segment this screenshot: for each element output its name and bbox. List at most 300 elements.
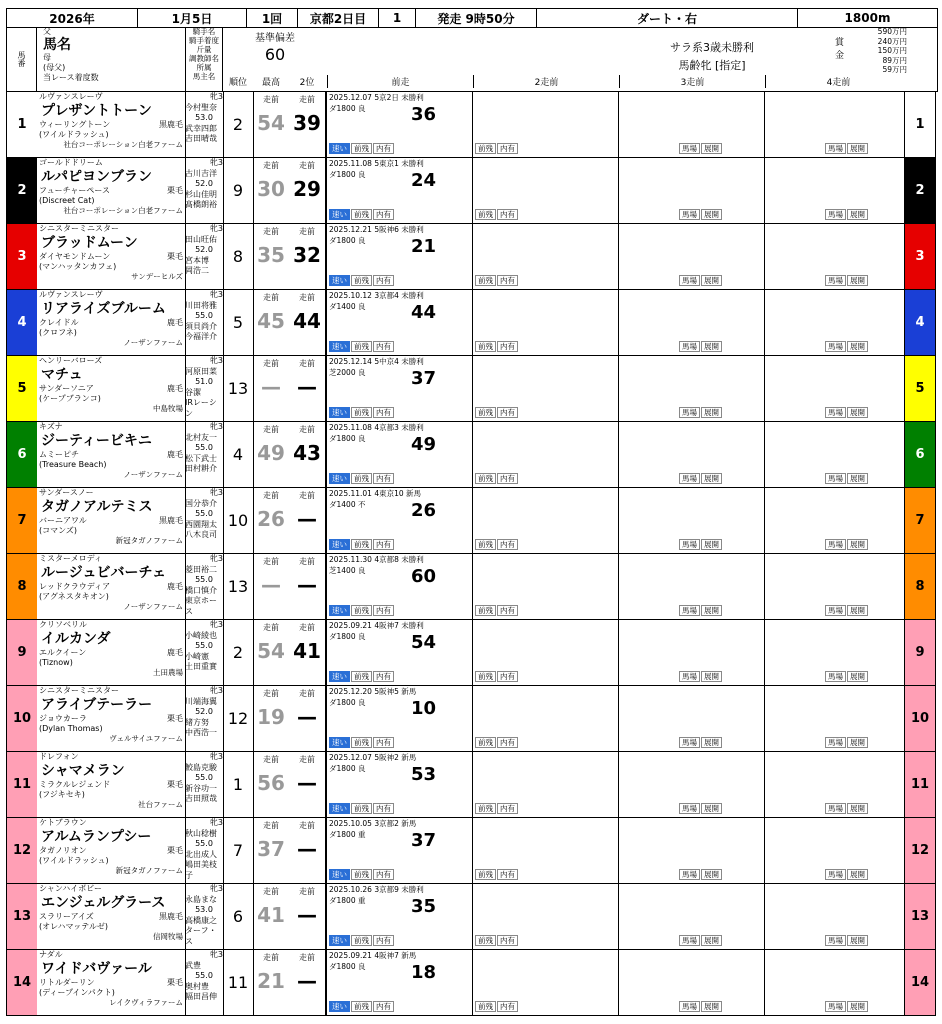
best-cell <box>253 290 289 355</box>
date: 1月5日 <box>138 9 247 27</box>
prev-race-3[interactable] <box>618 356 765 421</box>
sire-name: ルヴァンスレーヴ <box>39 92 103 101</box>
breeder-name: 社台コーポレーション白老ファーム <box>63 140 183 149</box>
best-label: 走前 <box>263 755 279 764</box>
tag-front: 前残 <box>475 605 496 616</box>
jockey-name[interactable]: 国分恭介 <box>185 498 217 508</box>
prev-race-2[interactable] <box>472 818 619 883</box>
prev-race-2[interactable] <box>472 488 619 553</box>
prev-race-3[interactable] <box>618 290 765 355</box>
second-cell <box>289 488 326 553</box>
tag-front: 前残 <box>351 539 372 550</box>
jockey-name[interactable]: 北村友一 <box>185 432 217 442</box>
prev-race-1[interactable] <box>326 818 473 883</box>
jockey-block <box>185 818 224 883</box>
tag-front: 前残 <box>475 209 496 220</box>
breeder-name: 土田農場 <box>153 668 183 677</box>
prev-distance: 芝2000 良 <box>329 368 366 377</box>
prev-race-4[interactable] <box>764 92 907 157</box>
sex-age: 牝3 <box>209 818 223 827</box>
prev-date: 2025.10.12 <box>329 291 372 300</box>
jockey-block <box>185 686 224 751</box>
horse-number: 3 <box>17 249 27 264</box>
best-cell <box>253 92 289 157</box>
prev-race-1[interactable] <box>326 92 473 157</box>
prev-date: 2025.10.26 <box>329 885 372 894</box>
tag-inner: 内有 <box>497 473 518 484</box>
prev-race-name: 3京都4 未勝利 <box>374 291 424 300</box>
second-label: 走前 <box>299 491 315 500</box>
tag-inner: 内有 <box>497 143 518 154</box>
damsire-name: (フジキセキ) <box>39 790 85 799</box>
horse-info <box>37 554 186 619</box>
prev-race-1[interactable] <box>326 686 473 751</box>
jockey-name[interactable]: 川田将雅 <box>185 300 217 310</box>
tag-horse: 馬場 <box>825 671 846 682</box>
col-prev3: 3走前 <box>619 75 765 88</box>
prev-race-3[interactable] <box>618 488 765 553</box>
gate-number-right <box>904 92 935 157</box>
prev-race-4[interactable] <box>764 158 907 223</box>
rank-value: 1 <box>232 775 244 794</box>
prev-race-name: 4京都8 未勝利 <box>374 555 424 564</box>
tag-horse: 馬場 <box>679 935 700 946</box>
prev-race-2[interactable] <box>472 92 619 157</box>
prev-race-1[interactable] <box>326 884 473 949</box>
best-score: 54 <box>257 639 285 663</box>
coat-color: 鹿毛 <box>167 450 183 459</box>
prev-race-3[interactable] <box>618 92 765 157</box>
tag-front: 前残 <box>351 737 372 748</box>
prev-race-3[interactable] <box>618 224 765 289</box>
horse-name[interactable]: アルムランプシー <box>41 829 152 845</box>
prev-distance: ダ1800 重 <box>329 830 366 839</box>
tag-inner: 内有 <box>373 539 394 550</box>
sire-name: シニスターミニスター <box>39 686 119 695</box>
prev-race-3[interactable] <box>618 554 765 619</box>
second-cell <box>289 818 326 883</box>
prev-date: 2025.11.01 <box>329 489 372 498</box>
prev-race-1[interactable] <box>326 950 473 1015</box>
tag-fast: 速い <box>329 869 350 880</box>
prev-race-4[interactable] <box>764 554 907 619</box>
prize-5: 59万円 <box>882 65 907 74</box>
damsire-name: (Discreet Cat) <box>39 196 95 205</box>
second-score: 32 <box>293 243 321 267</box>
best-score: 49 <box>257 441 285 465</box>
horse-number-right: 9 <box>915 645 925 660</box>
gate-number <box>7 92 37 157</box>
dam-name: リトルダーリン <box>39 978 95 987</box>
rank-cell <box>223 686 254 751</box>
tag-inner: 内有 <box>497 803 518 814</box>
tag-horse: 馬場 <box>679 869 700 880</box>
tag-front: 前残 <box>475 869 496 880</box>
prev-race-3[interactable] <box>618 884 765 949</box>
rank-value: 2 <box>232 115 244 134</box>
legend-name: 馬名 <box>43 37 71 53</box>
gate-number-right <box>904 752 935 817</box>
sire-name: ドレフォン <box>39 752 79 761</box>
prev-distance: ダ1800 良 <box>329 104 366 113</box>
tag-horse: 馬場 <box>679 737 700 748</box>
col-second: 2位 <box>299 78 315 88</box>
prev-distance: ダ1800 良 <box>329 764 366 773</box>
tag-horse: 馬場 <box>825 209 846 220</box>
prev-race-1[interactable] <box>326 422 473 487</box>
horse-number: 12 <box>12 843 32 858</box>
tag-inner: 内有 <box>373 869 394 880</box>
prev-race-2[interactable] <box>472 884 619 949</box>
prev-date: 2025.12.14 <box>329 357 372 366</box>
jockey-name[interactable]: 菱田裕二 <box>185 564 217 574</box>
prev-race-4[interactable] <box>764 818 907 883</box>
tag-horse: 馬場 <box>679 275 700 286</box>
tag-inner: 内有 <box>373 341 394 352</box>
coat-color: 鹿毛 <box>167 648 183 657</box>
prev-race-4[interactable] <box>764 752 907 817</box>
damsire-name: (Tiznow) <box>39 658 73 667</box>
prev-race-2[interactable] <box>472 158 619 223</box>
prev-race-name: 4京都3 未勝利 <box>374 423 424 432</box>
legend-damsire: (母父) <box>43 63 66 72</box>
best-cell <box>253 488 289 553</box>
tag-horse: 馬場 <box>679 671 700 682</box>
tag-horse: 馬場 <box>679 803 700 814</box>
tag-pace: 展開 <box>847 605 868 616</box>
tag-pace: 展開 <box>847 143 868 154</box>
col-best: 最高 <box>261 78 280 88</box>
jockey-name[interactable]: 鮫島克駿 <box>185 762 217 772</box>
rank-value: 9 <box>232 181 244 200</box>
prev-race-3[interactable] <box>618 620 765 685</box>
best-cell <box>253 224 289 289</box>
horse-number-right: 1 <box>915 117 925 132</box>
tag-horse: 馬場 <box>679 473 700 484</box>
tag-fast: 速い <box>329 143 350 154</box>
race-conditions: 馬齢牝 [指定] <box>678 59 746 72</box>
horse-number-right: 3 <box>915 249 925 264</box>
breeder-name: 新冠タガノファーム <box>115 866 183 875</box>
tag-horse: 馬場 <box>679 605 700 616</box>
tag-fast: 速い <box>329 1001 350 1012</box>
prev-race-1[interactable] <box>326 620 473 685</box>
second-label: 走前 <box>299 821 315 830</box>
prev-race-2[interactable] <box>472 950 619 1015</box>
second-score: — <box>297 705 317 729</box>
best-label: 走前 <box>263 227 279 236</box>
dam-name: スラリーアイズ <box>39 912 94 921</box>
dam-name: ジョウカーラ <box>39 714 87 723</box>
best-score: 45 <box>257 309 285 333</box>
tag-pace: 展開 <box>847 473 868 484</box>
prev-race-4[interactable] <box>764 884 907 949</box>
dam-name: バーニアワル <box>39 516 87 525</box>
horse-info <box>37 818 186 883</box>
prev-distance: ダ1800 良 <box>329 170 366 179</box>
sire-name: ヘンリーバローズ <box>39 356 103 365</box>
prev-race-1[interactable] <box>326 224 473 289</box>
gate-number <box>7 224 37 289</box>
year: 2026年 <box>7 9 138 27</box>
race-class: サラ系3歳未勝利 <box>670 41 754 54</box>
horse-name[interactable]: ルパピヨンブラン <box>41 169 153 185</box>
coat-color: 黒鹿毛 <box>159 516 183 525</box>
trainer-name: 奥村豊 <box>185 981 209 991</box>
best-cell <box>253 752 289 817</box>
legend-left <box>43 27 183 83</box>
tag-fast: 速い <box>329 209 350 220</box>
second-cell <box>289 158 326 223</box>
trainer-name: 谷潔 <box>185 387 201 397</box>
dam-name: ムミーピチ <box>39 450 79 459</box>
tag-front: 前残 <box>475 341 496 352</box>
tag-inner: 内有 <box>373 407 394 418</box>
gate-number <box>7 752 37 817</box>
gate-number-right <box>904 686 935 751</box>
prev-race-1[interactable] <box>326 554 473 619</box>
horse-name[interactable]: エンジェルグラース <box>41 895 166 911</box>
carried-weight: 55.0 <box>195 509 213 518</box>
prev-race-name: 4阪神7 新馬 <box>374 951 417 960</box>
second-label: 走前 <box>299 557 315 566</box>
jockey-name[interactable]: 川端海翼 <box>185 696 217 706</box>
horse-info <box>37 422 186 487</box>
prev-figure: 53 <box>411 764 437 785</box>
horse-name[interactable]: ジーティービキニ <box>41 433 152 449</box>
rank-value: 2 <box>232 643 244 662</box>
rank-value: 7 <box>232 841 244 860</box>
prev-race-4[interactable] <box>764 620 907 685</box>
prev-race-4[interactable] <box>764 224 907 289</box>
tag-horse: 馬場 <box>825 803 846 814</box>
jockey-name[interactable]: 河原田菜 <box>185 366 217 376</box>
rank-value: 11 <box>227 973 249 992</box>
horse-number: 13 <box>12 909 32 924</box>
prev-race-2[interactable] <box>472 356 619 421</box>
prev-figure: 35 <box>411 896 437 917</box>
trainer-name: 北出成人 <box>185 849 217 859</box>
prev-race-3[interactable] <box>618 686 765 751</box>
tag-horse: 馬場 <box>825 935 846 946</box>
horse-name[interactable]: タガノアルテミス <box>41 499 153 515</box>
prize-label: 賞金 <box>835 38 845 61</box>
tag-horse: 馬場 <box>825 737 846 748</box>
tag-fast: 速い <box>329 671 350 682</box>
rank-cell <box>223 158 254 223</box>
prize-list <box>853 27 907 75</box>
gate-number-right <box>904 818 935 883</box>
dam-name: エルクイーン <box>39 648 87 657</box>
dam-name: レッドクラウディア <box>39 582 111 591</box>
prev-date: 2025.11.30 <box>329 555 372 564</box>
prev-race-2[interactable] <box>472 686 619 751</box>
horse-name[interactable]: マチュ <box>41 367 83 383</box>
second-label: 走前 <box>299 887 315 896</box>
jockey-name[interactable]: 武豊 <box>185 960 201 970</box>
prev-race-3[interactable] <box>618 158 765 223</box>
prev-race-3[interactable] <box>618 752 765 817</box>
prev-race-name: 5阪神5 新馬 <box>374 687 417 696</box>
tag-horse: 馬場 <box>825 1001 846 1012</box>
prev-race-name: 5東京1 未勝利 <box>374 159 424 168</box>
rank-cell <box>223 224 254 289</box>
rank-cell <box>223 884 254 949</box>
prev-race-2[interactable] <box>472 620 619 685</box>
prev-race-1[interactable] <box>326 290 473 355</box>
prev-race-4[interactable] <box>764 356 907 421</box>
owner-name: 幅田昌伸 <box>185 992 217 1001</box>
jockey-block <box>185 290 224 355</box>
prev-race-1[interactable] <box>326 356 473 421</box>
tag-inner: 内有 <box>373 209 394 220</box>
prev-date: 2025.09.21 <box>329 951 372 960</box>
carried-weight: 52.0 <box>195 707 213 716</box>
horse-name[interactable]: ブラッドムーン <box>41 235 138 251</box>
rank-value: 8 <box>232 247 244 266</box>
jockey-name[interactable]: 秋山稔樹 <box>185 828 217 838</box>
owner-name: 岡浩二 <box>185 266 209 275</box>
prev-race-2[interactable] <box>472 554 619 619</box>
horse-name[interactable]: イルカンダ <box>41 631 111 647</box>
gate-number <box>7 488 37 553</box>
carried-weight: 53.0 <box>195 905 213 914</box>
tag-front: 前残 <box>351 803 372 814</box>
tag-inner: 内有 <box>373 737 394 748</box>
best-score: 19 <box>257 705 285 729</box>
prev-race-3[interactable] <box>618 422 765 487</box>
prev-race-2[interactable] <box>472 290 619 355</box>
gate-number-right <box>904 290 935 355</box>
prev-race-4[interactable] <box>764 686 907 751</box>
best-label: 走前 <box>263 887 279 896</box>
horse-number: 5 <box>17 381 27 396</box>
jockey-name[interactable]: 今村聖奈 <box>185 102 217 112</box>
jockey-name[interactable]: 田山旺佑 <box>185 234 217 244</box>
col-prev2: 2走前 <box>473 75 619 88</box>
prev-race-name: 4東京10 新馬 <box>374 489 422 498</box>
best-label: 走前 <box>263 623 279 632</box>
jockey-name[interactable]: 永島まな <box>185 894 217 904</box>
horse-number: 9 <box>17 645 27 660</box>
horse-name[interactable]: ルージュビバーチェ <box>41 565 167 581</box>
rank-value: 12 <box>227 709 249 728</box>
horse-number-right: 4 <box>915 315 925 330</box>
best-score: 37 <box>257 837 285 861</box>
second-cell <box>289 950 326 1015</box>
tag-pace: 展開 <box>701 737 722 748</box>
horse-row <box>6 422 936 488</box>
prev-race-2[interactable] <box>472 752 619 817</box>
horse-info <box>37 620 186 685</box>
prev-race-4[interactable] <box>764 950 907 1015</box>
carried-weight: 51.0 <box>195 377 213 386</box>
rank-value: 4 <box>232 445 244 464</box>
prev-race-3[interactable] <box>618 950 765 1015</box>
tag-pace: 展開 <box>701 803 722 814</box>
race-number: 1 <box>379 9 416 27</box>
horse-name[interactable]: シャマメラン <box>41 763 125 779</box>
prev-race-1[interactable] <box>326 158 473 223</box>
gate-number-right <box>904 356 935 421</box>
prev-race-4[interactable] <box>764 422 907 487</box>
sex-age: 牝3 <box>209 422 223 431</box>
breeder-name: 中島牧場 <box>153 404 183 413</box>
second-cell <box>289 884 326 949</box>
second-cell <box>289 290 326 355</box>
tag-horse: 馬場 <box>679 1001 700 1012</box>
second-cell <box>289 752 326 817</box>
rank-cell <box>223 950 254 1015</box>
col-horse-no: 馬番 <box>7 27 37 91</box>
horse-row <box>6 752 936 818</box>
best-cell <box>253 686 289 751</box>
rank-cell <box>223 818 254 883</box>
horse-name[interactable]: アライブテーラー <box>41 697 153 713</box>
owner-name: 吉田晴哉 <box>185 134 217 143</box>
prev-race-4[interactable] <box>764 290 907 355</box>
gate-number <box>7 884 37 949</box>
gate-number <box>7 950 37 1015</box>
horse-number-right: 10 <box>910 711 930 726</box>
tag-inner: 内有 <box>497 935 518 946</box>
tag-fast: 速い <box>329 275 350 286</box>
prev-date: 2025.12.07 <box>329 753 372 762</box>
best-label: 走前 <box>263 359 279 368</box>
tag-inner: 内有 <box>497 407 518 418</box>
trainer-name: 西園翔太 <box>185 519 217 529</box>
horse-name[interactable]: プレザントトーン <box>41 103 152 119</box>
tag-horse: 馬場 <box>825 869 846 880</box>
best-label: 走前 <box>263 425 279 434</box>
trainer-name: 須貝尚介 <box>185 321 217 331</box>
sire-name: クリソベリル <box>39 620 87 629</box>
coat-color: 黒鹿毛 <box>159 120 183 129</box>
gate-number <box>7 422 37 487</box>
gate-number <box>7 620 37 685</box>
col-prev1: 前走 <box>327 75 473 88</box>
owner-name: 吉田照哉 <box>185 794 217 803</box>
dam-name: タガノリオン <box>39 846 87 855</box>
prev-race-1[interactable] <box>326 752 473 817</box>
prev-race-3[interactable] <box>618 818 765 883</box>
jockey-block <box>185 488 224 553</box>
prev-race-name: 3京都2 新馬 <box>374 819 417 828</box>
horse-name[interactable]: ワイドバヴァール <box>41 961 152 977</box>
tag-fast: 速い <box>329 341 350 352</box>
prev-race-2[interactable] <box>472 224 619 289</box>
jockey-block <box>185 92 224 157</box>
tag-horse: 馬場 <box>825 407 846 418</box>
second-score: — <box>297 969 317 993</box>
prev-figure: 44 <box>411 302 437 323</box>
tag-inner: 内有 <box>497 869 518 880</box>
coat-color: 栗毛 <box>167 714 183 723</box>
legend-right <box>185 27 223 91</box>
horse-name[interactable]: リアライズブルーム <box>41 301 166 317</box>
jockey-name[interactable]: 古川吉洋 <box>185 168 217 178</box>
prev-race-4[interactable] <box>764 488 907 553</box>
prev-race-1[interactable] <box>326 488 473 553</box>
second-label: 走前 <box>299 359 315 368</box>
second-score: 44 <box>293 309 321 333</box>
prev-race-2[interactable] <box>472 422 619 487</box>
coat-color: 鹿毛 <box>167 582 183 591</box>
jockey-name[interactable]: 小崎綾也 <box>185 630 217 640</box>
second-cell <box>289 620 326 685</box>
tag-front: 前残 <box>475 407 496 418</box>
tag-horse: 馬場 <box>825 539 846 550</box>
